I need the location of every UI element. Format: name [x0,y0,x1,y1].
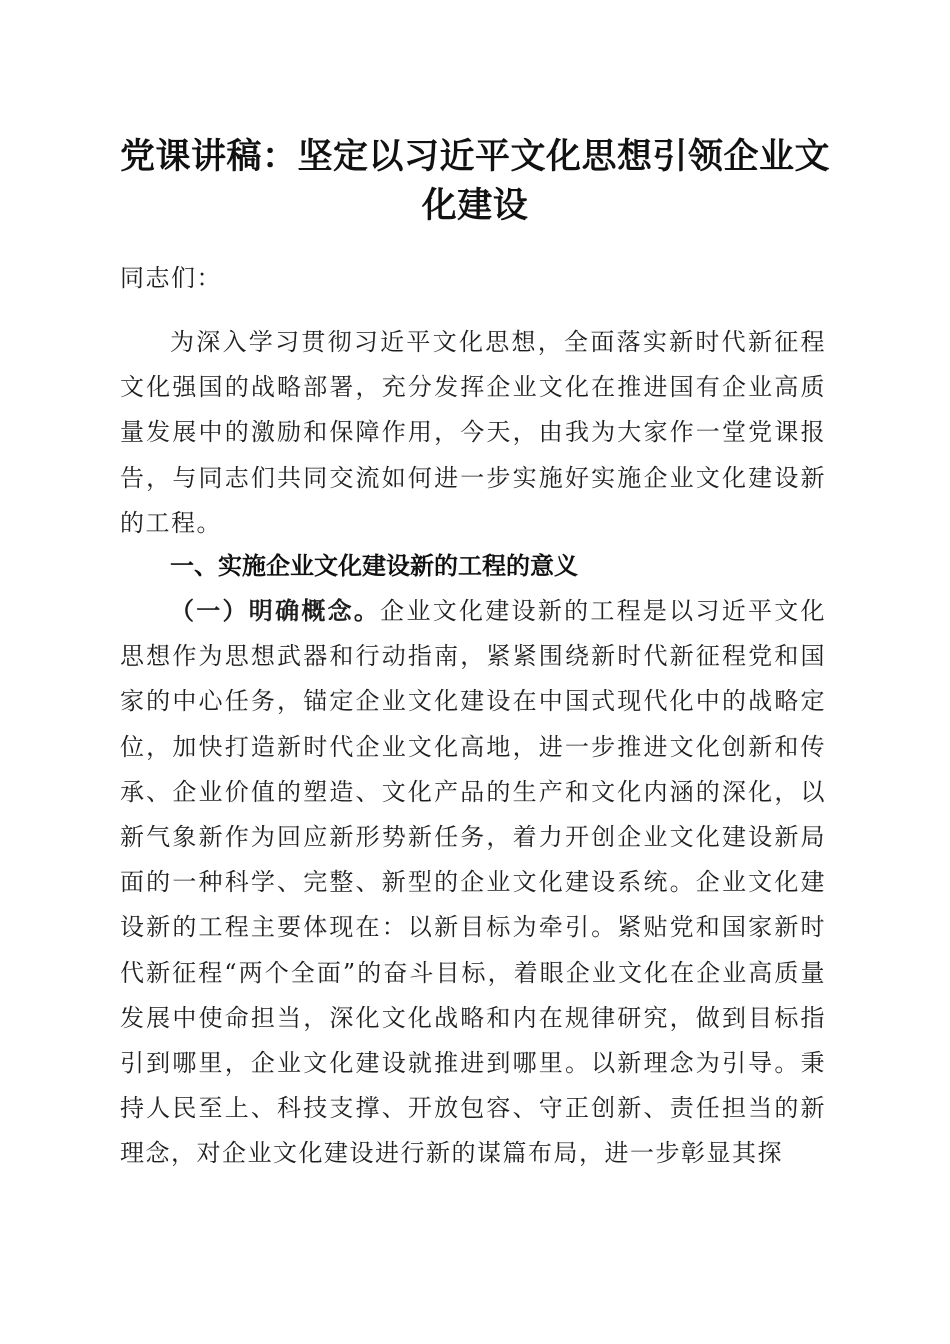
document-title: 党课讲稿：坚定以习近平文化思想引领企业文化建设 [119,136,830,226]
concept-paragraph-text: 企业文化建设新的工程是以习近平文化思想作为思想武器和行动指南，紧紧围绕新时代新征程党和国家的中心任务，锚定企业文化建设在中国式现代化中的战略定位，加快打造新时代企业文化高地，进一步推进文化创新和传承、企业价值的塑造、文化产品的生产和文化内涵的深化，以新气象新作为回应新形势新任务，着力开创企业文化建设新局面的一种科学、完整、新型的企业文化建设系统。企业文化建设新的工程主要体现在：以新目标为牵引。紧贴党和国家新时代新征程“两个全面”的奋斗目标，着眼企业文化在企业高质量发展中使命担当，深化文化战略和内在规律研究，做到目标指引到哪里，企业文化建设就推进到哪里。以新理念为引导。秉持人民至上、科技支撑、开放包容、守正创新、责任担当的新理念，对企业文化建设进行新的谋篇布局，进一步彰显其探 [120,597,827,1168]
salutation: 同志们： [120,264,222,292]
subsection-heading: （一）明确概念。 [170,596,381,625]
intro-paragraph: 为深入学习贯彻习近平文化思想，全面落实新时代新征程文化强国的战略部署，充分发挥企业文化在推进国有企业高质量发展中的激励和保障作用，今天，由我为大家作一堂党课报告，与同志们共同交流如何进一步实施好实施企业文化建设新的工程。 [120,328,826,537]
section-heading: 一、实施企业文化建设新的工程的意义 [170,552,578,580]
concept-paragraph [120,588,826,1177]
